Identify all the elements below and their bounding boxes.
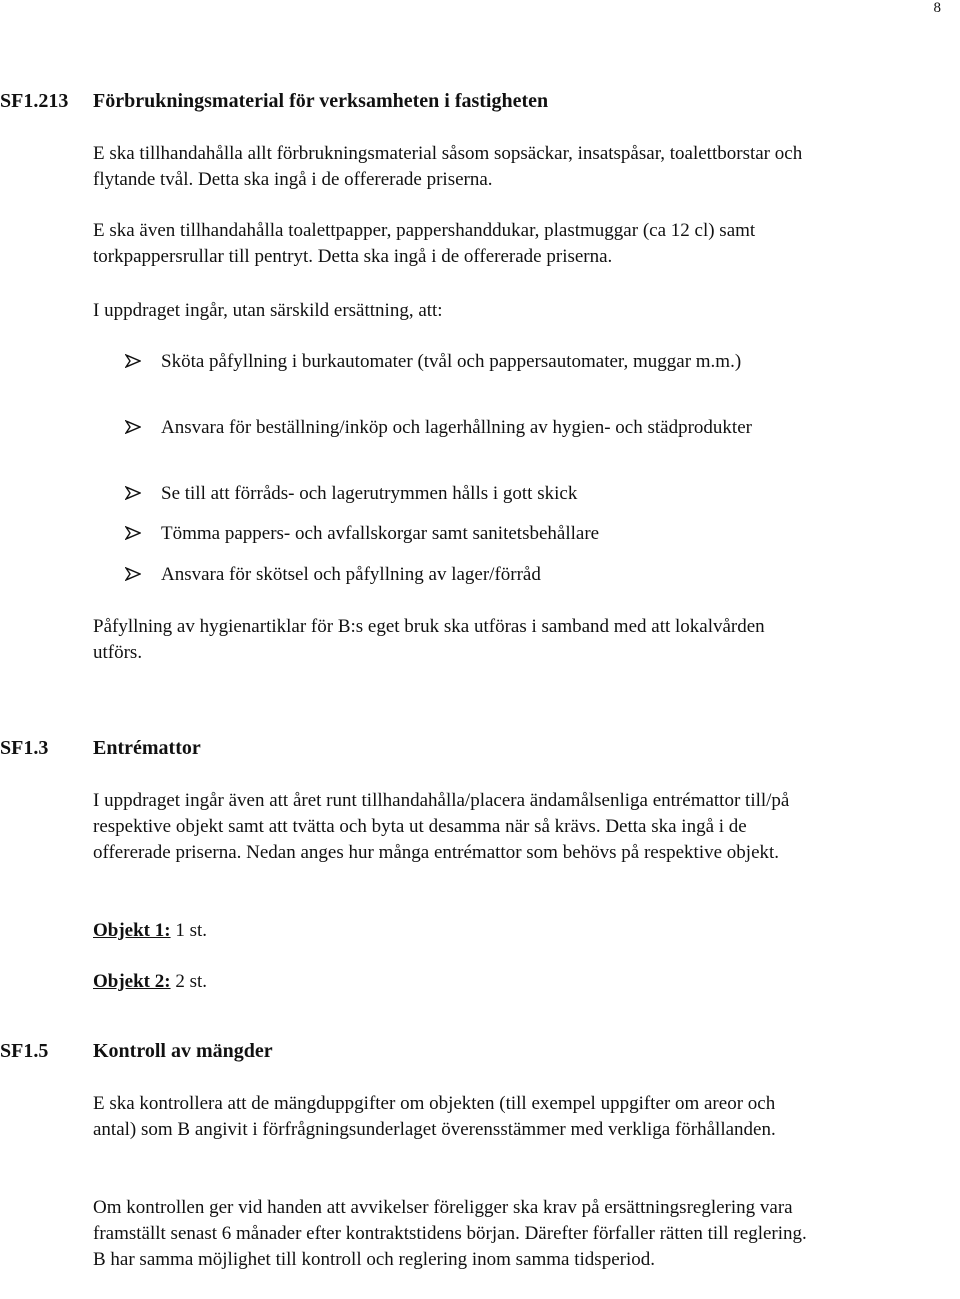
paragraph: Påfyllning av hygienartiklar för B:s eget bruk ska utföras i samband med att lokalvården utförs. [93,616,765,663]
section-number: SF1.3 [0,737,49,759]
list-item [129,415,829,441]
arrow-bullet-icon [125,420,141,434]
paragraph-intro: I uppdraget ingår, utan särskild ersättning, att: [93,300,443,321]
paragraph: I uppdraget ingår även att året runt tillhandahålla/placera ändamålsenliga entrémattor till/på respektive objekt samt att tvätta och byta ut desamma när så krävs. Detta ska ingå i de offererade priserna. Nedan anges hur många entrémattor som behövs på respektive objekt. [93,790,790,863]
list-item [129,562,829,588]
arrow-bullet-icon [125,486,141,500]
section-title: Förbrukningsmaterial för verksamheten i fastigheten [93,90,549,112]
list-item-text: Sköta påfyllning i burkautomater (tvål och pappersautomater, muggar m.m.) [161,351,742,372]
list-item [129,521,829,547]
list-item-text: Tömma pappers- och avfallskorgar samt sanitetsbehållare [161,523,600,544]
object-label: Objekt 1: [93,920,171,941]
object-count [93,918,813,944]
section-title: Entrémattor [93,737,201,759]
list-item [129,349,829,375]
object-value: 1 st. [170,920,208,941]
section-number: SF1.213 [0,90,69,112]
object-value: 2 st. [170,971,208,992]
object-label: Objekt 2: [93,971,171,992]
page-number: 8 [933,0,941,16]
arrow-bullet-icon [125,354,141,368]
paragraph: E ska tillhandahålla allt förbrukningsmaterial såsom sopsäckar, insatspåsar, toalettborstar och flytande tvål. Detta ska ingå i de offererade priserna. [93,143,803,190]
list-item-text: Ansvara för skötsel och påfyllning av lager/förråd [161,564,541,585]
list-item-text: Ansvara för beställning/inköp och lagerhållning av hygien- och städprodukter [161,417,752,438]
arrow-bullet-icon [125,526,141,540]
section-title: Kontroll av mängder [93,1040,273,1062]
list-item [129,481,829,507]
paragraph: Om kontrollen ger vid handen att avvikelser föreligger ska krav på ersättningsreglering vara framställt senast 6 månader efter kontraktstidens början. Därefter förfaller rätten till reglering. B har samma möjlighet till kontroll och reglering inom samma tidsperiod. [93,1197,807,1270]
paragraph: E ska även tillhandahålla toalettpapper, pappershanddukar, plastmuggar (ca 12 cl) samt torkpappersrullar till pentryt. Detta ska ingå i de offererade priserna. [93,220,756,267]
object-count [93,969,813,995]
section-number: SF1.5 [0,1040,49,1062]
list-item-text: Se till att förråds- och lagerutrymmen hålls i gott skick [161,483,578,504]
paragraph: E ska kontrollera att de mängduppgifter om objekten (till exempel uppgifter om areor och antal) som B angivit i förfrågningsunderlaget överensstämmer med verkliga förhållanden. [93,1093,776,1140]
arrow-bullet-icon [125,567,141,581]
